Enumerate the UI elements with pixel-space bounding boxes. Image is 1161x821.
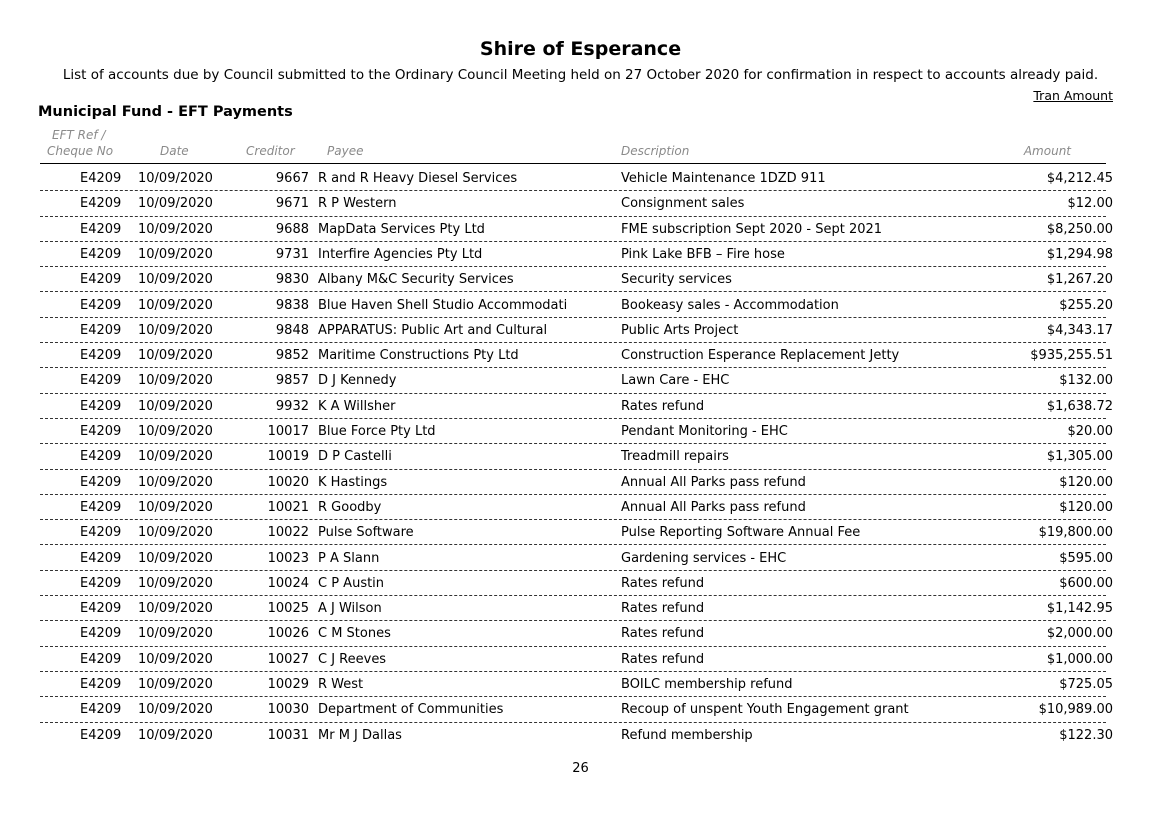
cell-date: 10/09/2020 [138,348,213,364]
cell-ref: E4209 [80,322,122,338]
cell-ref: E4209 [80,196,122,212]
cell-date: 10/09/2020 [138,474,213,490]
cell-description: Construction Esperance Replacement Jetty [621,348,900,364]
cell-creditor: 9932 [275,398,309,414]
column-header-date: Date [160,144,189,158]
cell-creditor: 10031 [267,727,309,743]
cell-creditor: 10026 [267,626,309,642]
cell-date: 10/09/2020 [138,196,213,212]
table-row [0,191,1161,216]
cell-description: Annual All Parks pass refund [621,474,806,490]
cell-amount: $1,638.72 [1046,398,1113,414]
cell-creditor: 10025 [267,601,309,617]
cell-creditor: 10020 [267,474,309,490]
table-row [0,647,1161,672]
cell-ref: E4209 [80,601,122,617]
cell-amount: $725.05 [1059,677,1113,692]
cell-date: 10/09/2020 [138,449,213,465]
cell-payee: C M Stones [318,626,391,642]
cell-amount: $595.00 [1059,550,1113,566]
cell-description: Public Arts Project [621,322,739,338]
column-header-ref-line1: EFT Ref / [52,128,106,142]
page-title: Shire of Esperance [479,38,682,60]
cell-amount: $20.00 [1067,424,1113,439]
cell-ref: E4209 [80,677,122,692]
cell-payee: Pulse Software [318,525,414,541]
cell-amount: $19,800.00 [1038,525,1113,541]
header-rule [40,163,1106,164]
cell-description: Gardening services - EHC [621,550,787,566]
column-header-amount: Amount [1023,144,1071,158]
cell-payee: K A Willsher [318,398,396,414]
cell-description: Rates refund [621,398,705,414]
cell-creditor: 10023 [267,550,309,566]
tran-amount-label: Tran Amount [1033,88,1113,103]
cell-date: 10/09/2020 [138,424,213,439]
cell-creditor: 9857 [275,373,309,389]
cell-date: 10/09/2020 [138,626,213,642]
page-number: 26 [572,761,589,776]
cell-creditor: 10027 [267,651,309,667]
cell-ref: E4209 [80,474,122,490]
cell-creditor: 9852 [275,348,309,364]
cell-description: Vehicle Maintenance 1DZD 911 [621,171,826,186]
cell-date: 10/09/2020 [138,525,213,541]
cell-description: Refund membership [621,727,753,743]
cell-payee: Blue Haven Shell Studio Accommodati [318,297,568,313]
cell-date: 10/09/2020 [138,297,213,313]
cell-payee: D J Kennedy [318,373,397,389]
cell-payee: R Goodby [318,499,382,515]
cell-description: FME subscription Sept 2020 - Sept 2021 [621,221,883,237]
cell-creditor: 10019 [267,449,309,465]
table-row [0,596,1161,621]
cell-amount: $120.00 [1059,474,1113,490]
cell-date: 10/09/2020 [138,373,213,389]
cell-creditor: 10021 [267,499,309,515]
cell-ref: E4209 [80,525,122,541]
cell-payee: R P Western [318,196,397,212]
cell-date: 10/09/2020 [138,575,213,591]
cell-description: Recoup of unspent Youth Engagement grant [621,702,909,718]
cell-ref: E4209 [80,348,122,364]
cell-date: 10/09/2020 [138,702,213,718]
cell-description: Annual All Parks pass refund [621,499,806,515]
column-header-payee: Payee [327,144,364,158]
cell-creditor: 10024 [267,575,309,591]
table-row [0,470,1161,495]
cell-payee: D P Castelli [318,449,392,465]
cell-description: Security services [621,272,732,288]
cell-payee: Maritime Constructions Pty Ltd [318,348,519,364]
table-row [0,293,1161,318]
cell-description: Lawn Care - EHC [621,373,730,389]
section-title: Municipal Fund - EFT Payments [38,104,293,120]
cell-description: Rates refund [621,601,705,617]
cell-date: 10/09/2020 [138,246,213,262]
cell-amount: $4,343.17 [1046,322,1113,338]
cell-creditor: 9830 [275,272,309,288]
cell-creditor: 9838 [275,297,309,313]
cell-description: Consignment sales [621,196,745,212]
cell-ref: E4209 [80,272,122,288]
table-row [0,697,1161,722]
cell-amount: $1,305.00 [1046,449,1113,465]
table-row [0,368,1161,393]
cell-creditor: 9671 [275,196,309,212]
cell-payee: Interfire Agencies Pty Ltd [318,246,483,262]
cell-description: Rates refund [621,575,705,591]
cell-creditor: 9688 [275,221,309,237]
cell-date: 10/09/2020 [138,677,213,692]
cell-description: BOILC membership refund [621,677,793,692]
table-row [0,166,1161,191]
cell-ref: E4209 [80,550,122,566]
cell-payee: Blue Force Pty Ltd [318,424,436,439]
table-row [0,495,1161,520]
cell-date: 10/09/2020 [138,499,213,515]
table-row [0,546,1161,571]
cell-date: 10/09/2020 [138,398,213,414]
cell-ref: E4209 [80,449,122,465]
table-row [0,242,1161,267]
table-row [0,444,1161,469]
cell-creditor: 9731 [275,246,309,262]
cell-date: 10/09/2020 [138,550,213,566]
cell-payee: K Hastings [318,474,388,490]
cell-amount: $2,000.00 [1046,626,1113,642]
table-row [0,343,1161,368]
cell-payee: R and R Heavy Diesel Services [318,171,518,186]
cell-amount: $8,250.00 [1046,221,1113,237]
cell-creditor: 9667 [275,171,309,186]
cell-date: 10/09/2020 [138,601,213,617]
cell-ref: E4209 [80,499,122,515]
cell-date: 10/09/2020 [138,221,213,237]
cell-amount: $4,212.45 [1046,171,1113,186]
cell-amount: $1,267.20 [1046,272,1113,288]
cell-date: 10/09/2020 [138,727,213,743]
cell-amount: $122.30 [1059,727,1113,743]
cell-date: 10/09/2020 [138,322,213,338]
cell-amount: $1,142.95 [1046,601,1113,617]
table-row [0,571,1161,596]
cell-amount: $120.00 [1059,499,1113,515]
cell-amount: $935,255.51 [1030,348,1113,364]
cell-payee: MapData Services Pty Ltd [318,221,485,237]
cell-ref: E4209 [80,246,122,262]
cell-description: Bookeasy sales - Accommodation [621,297,839,313]
cell-payee: P A Slann [318,550,380,566]
cell-ref: E4209 [80,221,122,237]
cell-creditor: 10017 [267,424,309,439]
cell-date: 10/09/2020 [138,651,213,667]
cell-ref: E4209 [80,171,122,186]
cell-description: Treadmill repairs [621,449,729,465]
cell-description: Pendant Monitoring - EHC [621,424,788,439]
cell-amount: $255.20 [1059,297,1113,313]
cell-payee: Mr M J Dallas [318,727,402,743]
cell-date: 10/09/2020 [138,272,213,288]
table-row [0,723,1161,748]
cell-ref: E4209 [80,297,122,313]
cell-ref: E4209 [80,727,122,743]
cell-amount: $12.00 [1067,196,1113,212]
cell-amount: $132.00 [1059,373,1113,389]
cell-creditor: 9848 [275,322,309,338]
cell-ref: E4209 [80,651,122,667]
table-row [0,419,1161,444]
cell-description: Pink Lake BFB – Fire hose [621,246,785,262]
table-row [0,217,1161,242]
cell-creditor: 10030 [267,702,309,718]
page-subtitle: List of accounts due by Council submitted to the Ordinary Council Meeting held on 27 October 2020 for confirmation in respect to accounts already paid. [62,67,1099,83]
cell-creditor: 10022 [267,525,309,541]
cell-ref: E4209 [80,626,122,642]
cell-ref: E4209 [80,398,122,414]
table-row [0,672,1161,697]
cell-amount: $1,294.98 [1046,246,1113,262]
cell-payee: C P Austin [318,575,385,591]
column-header-ref-line2: Cheque No [47,144,114,158]
cell-payee: C J Reeves [318,651,387,667]
column-header-creditor: Creditor [246,144,295,158]
cell-payee: Department of Communities [318,702,504,718]
cell-ref: E4209 [80,373,122,389]
cell-description: Pulse Reporting Software Annual Fee [621,525,861,541]
table-row [0,520,1161,545]
table-row [0,318,1161,343]
cell-payee: Albany M&C Security Services [318,272,514,288]
cell-payee: A J Wilson [318,601,382,617]
table-row [0,621,1161,646]
cell-amount: $10,989.00 [1038,702,1113,718]
table-row [0,267,1161,292]
table-row [0,394,1161,419]
cell-payee: R West [318,677,364,692]
cell-description: Rates refund [621,626,705,642]
cell-amount: $1,000.00 [1046,651,1113,667]
cell-description: Rates refund [621,651,705,667]
cell-date: 10/09/2020 [138,171,213,186]
cell-ref: E4209 [80,575,122,591]
cell-ref: E4209 [80,424,122,439]
cell-creditor: 10029 [267,677,309,692]
column-header-description: Description [621,144,690,158]
cell-ref: E4209 [80,702,122,718]
cell-payee: APPARATUS: Public Art and Cultural [318,322,548,338]
cell-amount: $600.00 [1059,575,1113,591]
